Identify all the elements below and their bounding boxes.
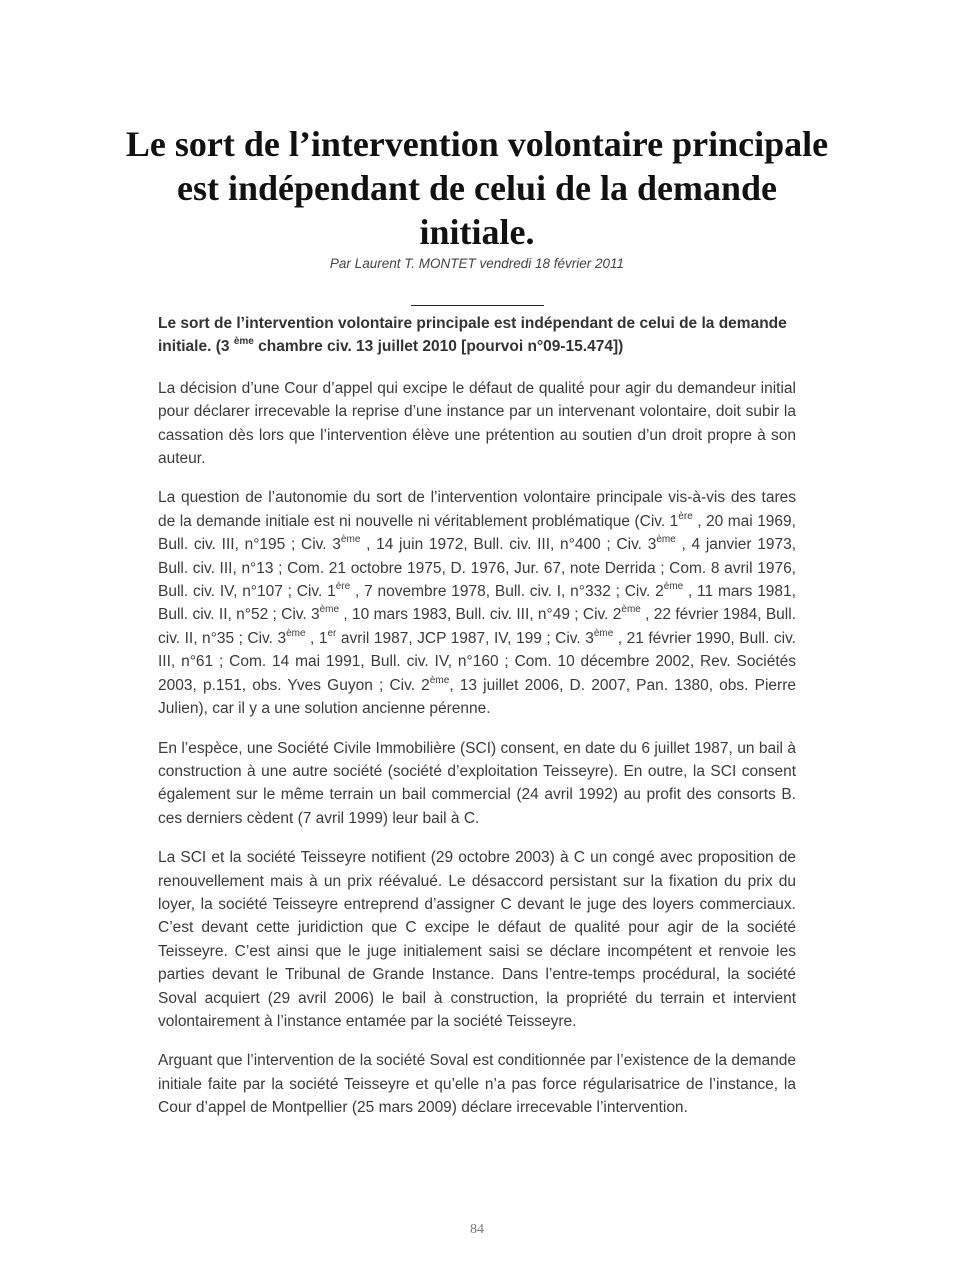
superscript: ème: [233, 336, 254, 348]
text: , 20 mai 1969, Bull. civ. III, n°195 ; Civ. 3: [158, 512, 796, 554]
lead-paragraph: [158, 312, 796, 359]
lead-text: chambre civ. 13 juillet 2010 [pourvoi n°09-15.474]): [253, 338, 624, 356]
title-block: [120, 122, 834, 271]
superscript: ème: [286, 627, 306, 639]
lead-text: Le sort de l’intervention volontaire principale est indépendant de celui de la demande initiale. (3: [158, 315, 787, 356]
text: , 1: [305, 629, 328, 647]
superscript: ème: [593, 627, 614, 639]
superscript: ère: [335, 581, 351, 593]
article-body: [158, 312, 796, 1136]
superscript: er: [327, 627, 337, 639]
paragraph-3: En l’espèce, une Société Civile Immobilière (SCI) consent, en date du 6 juillet 1987, un bail à construction à une autre société (société d’exploitation Teisseyre). En outre, la SCI consent également sur le même terrain un bail commercial (24 avril 1992) au profit des consorts B. ces derniers cèdent (7 avril 1999) leur bail à C.: [158, 739, 796, 827]
superscript: ère: [678, 510, 693, 522]
paragraph-1: La décision d’une Cour d’appel qui excipe le défaut de qualité pour agir du demandeur initial pour déclarer irrecevable la reprise d’une instance par un intervenant volontaire, doit subir la cassation dès lors que l’intervention élève une prétention au soutien d’un droit propre à son auteur.: [158, 379, 796, 468]
paragraph-4: La SCI et la société Teisseyre notifient (29 octobre 2003) à C un congé avec proposition de renouvellement mais à un prix réévalué. Le désaccord persistant sur la fixation du prix du loyer, la société Teisseyre entreprend d’assigner C devant le juge des loyers commerciaux. C’est devant cette juridiction que C excipe le défaut de qualité pour agir de la société Teisseyre. C’est ainsi que le juge initialement saisi se déclare incompétent et renvoie les parties devant le Tribunal de Grande Instance. Dans l’entre-temps procédural, la société Soval acquiert (29 avril 2006) le bail à construction, la propriété du terrain et intervient volontairement à l’instance entamée par la société Teisseyre.: [158, 849, 796, 1030]
paragraph-5: Arguant que l’intervention de la société Soval est conditionnée par l’existence de la demande initiale faite par la société Teisseyre et qu’elle n’a pas force régularisatrice de l’instance, la Cour d’appel de Montpellier (25 mars 2009) déclare irrecevable l’intervention.: [158, 1052, 796, 1117]
superscript: ème: [429, 674, 450, 686]
text: avril 1987, JCP 1987, IV, 199 ; Civ. 3: [336, 629, 594, 647]
superscript: ème: [340, 534, 361, 546]
byline: Par Laurent T. MONTET vendredi 18 février 2011: [329, 256, 625, 271]
superscript: ème: [621, 604, 641, 616]
text: , 22 février 1984, Bull. civ. II, n°35 ; Civ. 3: [158, 606, 796, 647]
superscript: ème: [319, 604, 340, 616]
text: , 14 juin 1972, Bull. civ. III, n°400 ; Civ. 3: [360, 536, 657, 554]
superscript: ème: [663, 581, 684, 593]
superscript: ème: [656, 534, 676, 546]
paragraph-2: [158, 486, 796, 720]
text: , 10 mars 1983, Bull. civ. III, n°49 ; Civ. 2: [339, 606, 622, 624]
separator-rule: [411, 305, 544, 306]
text: , 11 mars 1981, Bull. civ. II, n°52 ; Civ. 3: [158, 583, 796, 624]
page-title: Le sort de l’intervention volontaire principale est indépendant de celui de la demande initiale.: [125, 124, 829, 252]
text: , 7 novembre 1978, Bull. civ. I, n°332 ; Civ. 2: [350, 583, 664, 601]
text: , 4 janvier 1973, Bull. civ. III, n°13 ; Com. 21 octobre 1975, D. 1976, Jur. 67, note Derrida ; Com. 8 avril 1976, Bull. civ. IV, n°107 ; Civ. 1: [158, 536, 796, 601]
text: La question de l’autonomie du sort de l’intervention volontaire principale vis-à-vis des tares de la demande initiale est ni nouvelle ni véritablement problématique (Civ. 1: [158, 489, 796, 530]
page-number: 84: [470, 1222, 484, 1237]
text: , 21 février 1990, Bull. civ. III, n°61 ; Com. 14 mai 1991, Bull. civ. IV, n°160 ; Com. 10 décembre 2002, Rev. Sociétés 2003, p.151, obs. Yves Guyon ; Civ. 2: [158, 629, 796, 694]
text: , 13 juillet 2006, D. 2007, Pan. 1380, obs. Pierre Julien), car il y a une solution ancienne pérenne.: [158, 676, 796, 718]
